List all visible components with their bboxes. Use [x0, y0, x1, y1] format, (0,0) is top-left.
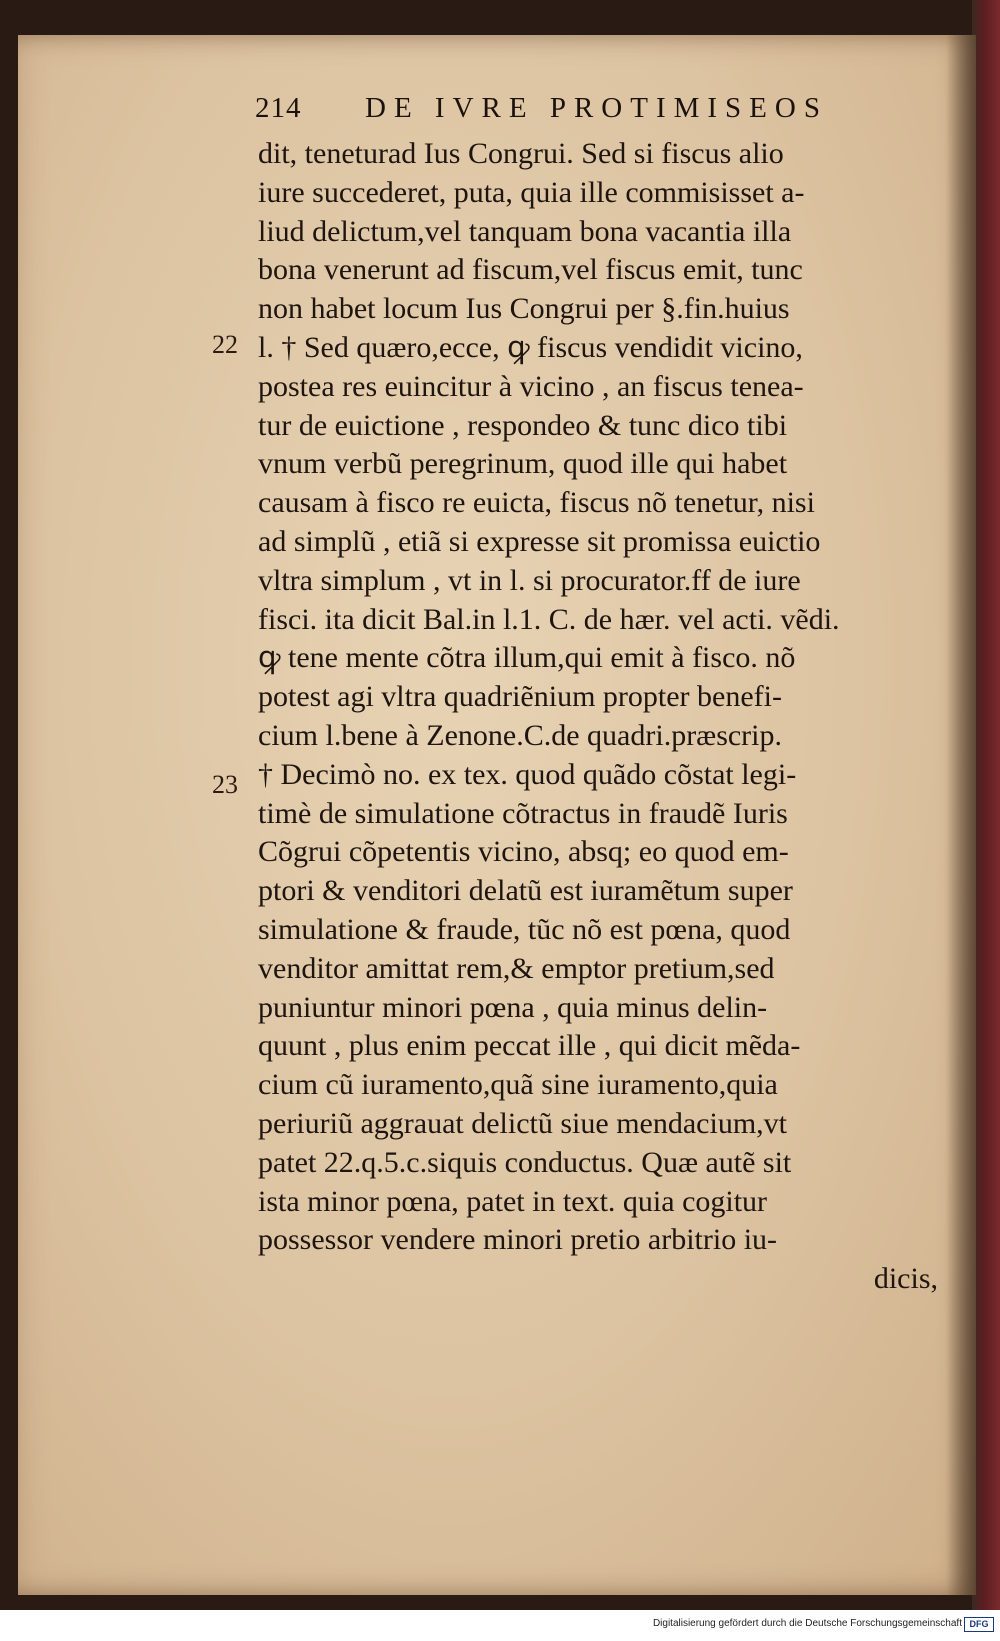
- text-line: vnum verbũ peregrinum, quod ille qui habet: [258, 447, 788, 481]
- text-line: timè de simulatione cõtractus in fraudẽ Iuris: [258, 796, 788, 830]
- text-line: venditor amittat rem,& emptor pretium,sed: [258, 951, 775, 985]
- text-line: fisci. ita dicit Bal.in l.1. C. de hær. vel acti. vẽdi.: [258, 602, 840, 636]
- text-line: quunt , plus enim peccat ille , qui dicit mẽda-: [258, 1029, 801, 1063]
- text-line: l. † Sed quæro,ecce, ꝙ fiscus vendidit vicino,: [258, 330, 803, 364]
- book-edge: [972, 0, 1000, 1610]
- text-line: simulatione & fraude, tũc nõ est pœna, quod: [258, 912, 791, 946]
- text-line: postea res euincitur à vicino , an fiscus tenea-: [258, 369, 804, 403]
- text-line: iure succederet, puta, quia ille commisisset a-: [258, 175, 805, 209]
- text-line: bona venerunt ad fiscum,vel fiscus emit, tunc: [258, 253, 803, 287]
- text-line: non habet locum Ius Congrui per §.fin.huius: [258, 292, 790, 326]
- text-line: puniuntur minori pœna , quia minus delin-: [258, 990, 768, 1024]
- text-line: causam à fisco re euicta, fiscus nõ tenetur, nisi: [258, 486, 815, 520]
- text-line: ista minor pœna, patet in text. quia cogitur: [258, 1184, 768, 1218]
- text-line: patet 22.q.5.c.siquis conductus. Quæ autẽ sit: [258, 1145, 792, 1179]
- running-title: DE IVRE PROTIMISEOS: [365, 92, 828, 124]
- page-gutter-shadow: [946, 35, 976, 1595]
- text-line: Cõgrui cõpetentis vicino, absq; eo quod em-: [258, 835, 789, 869]
- page-header: [255, 92, 895, 132]
- text-line: dit, teneturad Ius Congrui. Sed si fiscus alio: [258, 137, 784, 170]
- margin-number: 22: [212, 330, 238, 359]
- text-line: ꝙ tene mente cõtra illum,qui emit à fisco. nõ: [258, 641, 796, 675]
- text-line: cium l.bene à Zenone.C.de quadri.præscrip.: [258, 718, 783, 752]
- text-line: potest agi vltra quadriẽnium propter benefi-: [258, 680, 782, 714]
- funding-note: Digitalisierung gefördert durch die Deutsche Forschungsgemeinschaft: [652, 1618, 962, 1629]
- text-line: liud delictum,vel tanquam bona vacantia illa: [258, 214, 792, 248]
- text-line: † Decimò no. ex tex. quod quãdo cõstat legi-: [258, 757, 797, 791]
- text-line: ad simplũ , etiã si expresse sit promissa euictio: [258, 524, 821, 558]
- folio-number: 214: [255, 92, 302, 124]
- text-line: tur de euictione , respondeo & tunc dico tibi: [258, 408, 788, 442]
- margin-number: 23: [212, 770, 238, 799]
- footer: [0, 1610, 1000, 1641]
- text-line: dicis,: [873, 1262, 938, 1296]
- text-line: ptori & venditori delatũ est iuramẽtum super: [258, 874, 793, 908]
- text-line: periuriũ aggrauat delictũ siue mendacium,vt: [258, 1106, 787, 1140]
- body-text: [258, 135, 938, 1299]
- dfg-logo: DFG: [964, 1617, 994, 1632]
- text-line: vltra simplum , vt in l. si procurator.ff de iure: [258, 563, 801, 597]
- text-line: possessor vendere minori pretio arbitrio iu-: [258, 1223, 778, 1257]
- text-line: cium cũ iuramento,quã sine iuramento,quia: [258, 1068, 778, 1102]
